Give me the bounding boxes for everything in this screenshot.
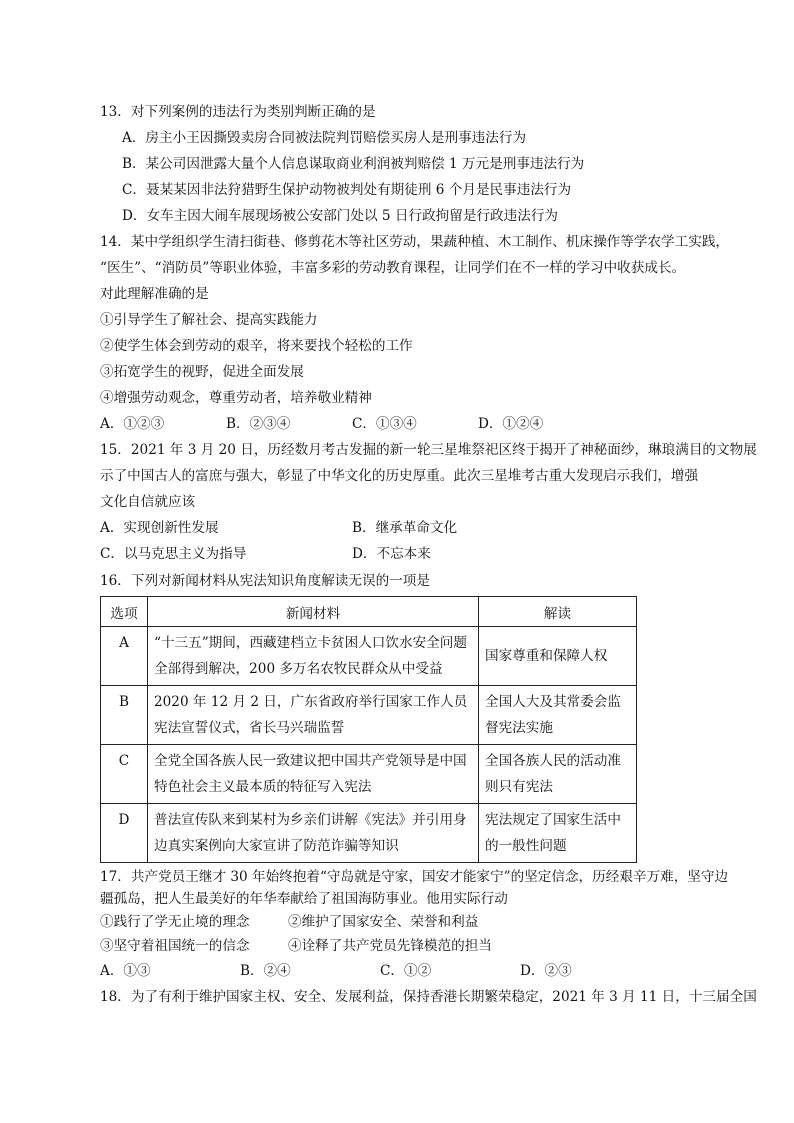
q13-option-a[interactable]: A．房主小王因撕毁卖房合同被法院判罚赔偿买房人是刑事违法行为 [122,130,527,146]
table-row[interactable] [101,745,637,804]
table-row[interactable] [101,804,637,863]
table-header-row [101,597,637,627]
q13-stem: 13．对下列案例的违法行为类别判断正确的是 [100,104,376,120]
q15-stem-line1: 15．2021 年 3 月 20 日，历经数月考古发掘的新一轮三星堆祭祀区终于揭开了神秘面纱，琳琅满目的文物展 [100,442,757,458]
row-option: A [101,627,148,686]
row-news: 2020 年 12 月 2 日，广东省政府举行国家工作人员宪法宣誓仪式，省长马兴瑞监誓 [148,686,479,745]
row-reading: 宪法规定了国家生活中的一般性问题 [479,804,637,863]
row-option: B [101,686,148,745]
q13-option-c[interactable]: C．聂某某因非法狩猎野生保护动物被判处有期徒刑 6 个月是民事违法行为 [122,182,572,198]
q14-option-d[interactable]: D．①②④ [478,416,544,432]
q14-statement-3: ③拓宽学生的视野，促进全面发展 [100,364,304,380]
q14-statement-4: ④增强劳动观念，尊重劳动者，培养敬业精神 [100,390,372,406]
q17-statement-3: ③坚守着祖国统一的信念 [100,938,250,954]
table-row[interactable] [101,627,637,686]
header-news-material: 新闻材料 [148,597,479,627]
q14-stem-line2: “医生”、“消防员”等职业体验，丰富多彩的劳动教育课程，让同学们在不一样的学习中收获成长。 [100,260,686,276]
q17-option-d[interactable]: D．②③ [520,963,572,979]
q14-stem-line1: 14．某中学组织学生清扫街巷、修剪花木等社区劳动，果蔬种植、木工制作、机床操作等学农学工实践， [100,234,730,250]
q17-stem-line2: 疆孤岛，把人生最美好的年华奉献给了祖国海防事业。他用实际行动 [100,891,508,907]
q14-statement-1: ①引导学生了解社会、提高实践能力 [100,312,318,328]
q13-option-d[interactable]: D．女车主因大闹车展现场被公安部门处以 5 日行政拘留是行政违法行为 [122,208,558,224]
q17-option-a[interactable]: A．①③ [100,963,151,979]
q15-option-b[interactable]: B．继承革命文化 [352,520,458,536]
q17-statement-2: ②维护了国家安全、荣誉和利益 [288,914,479,930]
q17-stem-line1: 17．共产党员王继才 30 年始终抱着“守岛就是守家，国安才能家宁”的坚定信念，历经艰辛万难，坚守边 [100,869,729,885]
q18-stem-line1: 18．为了有利于维护国家主权、安全、发展利益，保持香港长期繁荣稳定，2021 年 3 月 11 日，十三届全国 [100,989,757,1005]
q14-option-a[interactable]: A．①②③ [100,416,165,432]
q14-statement-2: ②使学生体会到劳动的艰辛，将来要找个轻松的工作 [100,338,413,354]
q16-stem: 16．下列对新闻材料从宪法知识角度解读无误的一项是 [100,573,430,589]
header-option: 选项 [101,597,148,627]
q15-option-d[interactable]: D．不忘本来 [352,546,431,562]
q17-option-c[interactable]: C．①② [380,963,432,979]
row-option: D [101,804,148,863]
q17-statement-1: ①践行了学无止境的理念 [100,914,250,930]
q15-stem-line3: 文化自信就应该 [100,494,196,510]
q14-stem-line3: 对此理解准确的是 [100,286,209,302]
row-reading: 全国人大及其常委会监督宪法实施 [479,686,637,745]
q15-stem-line2: 示了中国古人的富庶与强大，彰显了中华文化的历史厚重。此次三星堆考古重大发现启示我们，增强 [100,468,699,484]
row-option: C [101,745,148,804]
header-reading: 解读 [479,597,637,627]
row-news: “十三五”期间，西藏建档立卡贫困人口饮水安全问题全部得到解决，200 多万名农牧民群众从中受益 [148,627,479,686]
table-row[interactable] [101,686,637,745]
q15-option-a[interactable]: A．实现创新性发展 [100,520,219,536]
q14-option-b[interactable]: B．②③④ [226,416,291,432]
row-reading: 全国各族人民的活动准则只有宪法 [479,745,637,804]
row-news: 全党全国各族人民一致建议把中国共产党领导是中国特色社会主义最本质的特征写入宪法 [148,745,479,804]
q16-news-table [100,596,637,863]
q17-statement-4: ④诠释了共产党员先锋模范的担当 [288,938,492,954]
row-news: 普法宣传队来到某村为乡亲们讲解《宪法》并引用身边真实案例向大家宣讲了防范诈骗等知识 [148,804,479,863]
q13-option-b[interactable]: B．某公司因泄露大量个人信息谋取商业利润被判赔偿 1 万元是刑事违法行为 [122,156,585,172]
q14-option-c[interactable]: C．①③④ [352,416,417,432]
row-reading: 国家尊重和保障人权 [479,627,637,686]
q17-option-b[interactable]: B．②④ [240,963,291,979]
q15-option-c[interactable]: C．以马克思主义为指导 [100,546,247,562]
